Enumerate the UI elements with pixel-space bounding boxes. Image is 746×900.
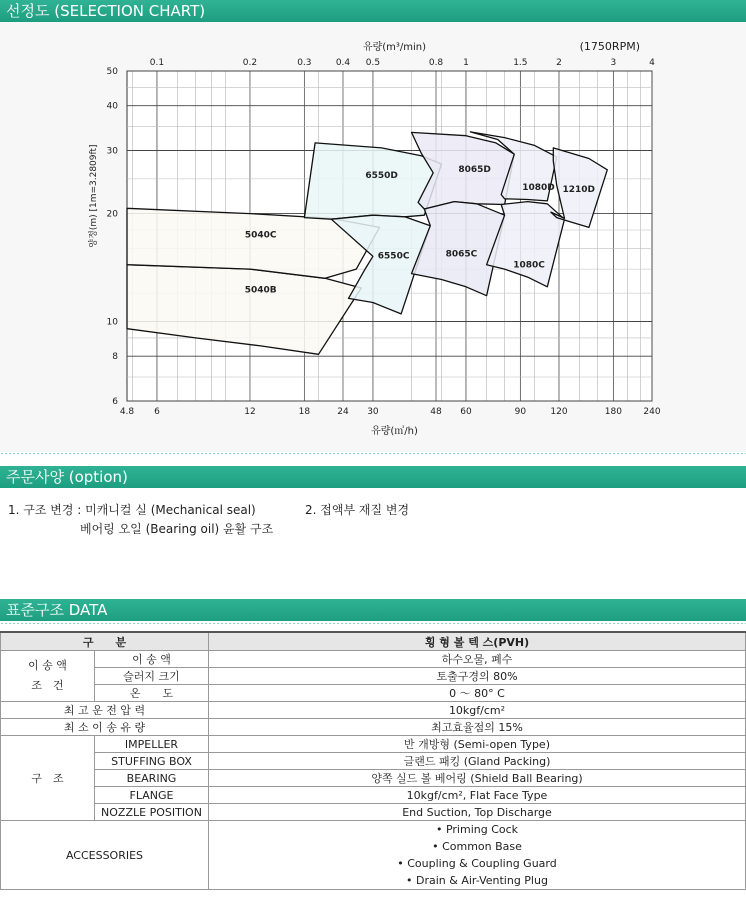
table-row [1,702,746,719]
x-top-tick-label: 3 [610,58,617,68]
region-label: 5040B [244,285,277,296]
group-liquid: 이 송 액 조 건 [1,651,95,702]
data-section-title: 표준구조 DATA [0,599,746,621]
accessories-list [209,821,746,890]
row-label: 최 고 운 전 압 력 [1,702,209,719]
row-value: End Suction, Top Discharge [209,804,746,821]
option-list [0,491,746,571]
row-label: STUFFING BOX [95,753,209,770]
row-label: 최 소 이 송 유 량 [1,719,209,736]
row-label: 이 송 액 [95,651,209,668]
list-item: • Drain & Air-Venting Plug [406,874,548,887]
x-top-tick-label: 2 [556,58,562,68]
row-label: ACCESSORIES [1,821,209,890]
region-label: 1080C [513,260,545,271]
list-item: • Common Base [432,840,522,853]
divider [0,622,746,625]
list-item: • Coupling & Coupling Guard [397,857,557,870]
table-row [1,804,746,821]
x-top-tick-label: 0.8 [428,58,444,68]
table-row [1,787,746,804]
x-tick-label: 12 [244,407,256,417]
row-label: NOZZLE POSITION [95,804,209,821]
x-tick-label: 120 [550,407,568,417]
table-row [1,821,746,890]
head-model: 횡 형 볼 텍 스(PVH) [209,632,746,651]
row-value: 10kgf/cm², Flat Face Type [209,787,746,804]
x-tick-label: 4.8 [119,407,135,417]
row-value: 토출구경의 80% [209,668,746,685]
x-tick-label: 18 [298,407,311,417]
region-label: 5040C [244,230,277,241]
x-tick-label: 90 [514,407,527,417]
region-label: 1210D [562,185,595,196]
x-tick-label: 240 [643,407,661,417]
y-tick-label: 8 [112,352,118,363]
table-row [1,770,746,787]
row-label: 온 도 [95,685,209,702]
table-row [1,719,746,736]
region-label: 6550D [365,171,398,182]
y-tick-label: 50 [106,67,118,77]
option-item-1: 1. 구조 변경 : 미캐니컬 실 (Mechanical seal) [8,503,256,517]
table-row [1,668,746,685]
divider [0,452,746,455]
y-tick-label: 30 [106,146,118,157]
x-top-tick-label: 1.5 [513,58,528,68]
y-axis-label: 양정(m) [1m=3.2809ft] [89,144,99,248]
option-section-title: 주문사양 (option) [0,466,746,488]
table-row [1,736,746,753]
x-top-axis-label: 유량(m³/min) [362,42,427,53]
x-tick-label: 48 [430,407,442,417]
selection-chart [0,22,746,452]
row-value: 반 개방형 (Semi-open Type) [209,736,746,753]
option-item-1b: 베어링 오일 (Bearing oil) 윤활 구조 [80,522,274,536]
x-tick-label: 6 [154,407,160,417]
row-label: 슬러지 크기 [95,668,209,685]
x-tick-label: 180 [604,407,622,417]
rpm-label: (1750RPM) [579,40,640,53]
row-label: FLANGE [95,787,209,804]
x-top-tick-label: 0.2 [242,58,258,68]
row-value: 0 ～ 80° C [209,685,746,702]
x-top-tick-label: 4 [649,58,655,68]
x-tick-label: 60 [460,407,472,417]
table-row [1,651,746,668]
region-label: 8065C [445,249,478,260]
x-tick-label: 30 [367,407,379,417]
row-value: 최고효율점의 15% [209,719,746,736]
spec-table [0,631,746,890]
row-value: 양쪽 실드 볼 베어링 (Shield Ball Bearing) [209,770,746,787]
chart-section-title: 선정도 (SELECTION CHART) [0,0,746,22]
y-tick-label: 20 [106,209,118,220]
group-structure: 구 조 [1,736,95,821]
option-item-2: 2. 접액부 재질 변경 [305,503,410,517]
list-item: • Priming Cock [435,823,519,836]
row-value: 글랜드 패킹 (Gland Packing) [209,753,746,770]
y-tick-label: 6 [112,397,118,407]
region-label: 1080D [522,183,555,194]
x-top-tick-label: 1 [463,58,469,68]
x-top-tick-label: 0.5 [365,58,381,68]
row-value: 하수오물, 폐수 [209,651,746,668]
head-category: 구 분 [1,632,209,651]
x-axis-label: 유량(㎥/h) [371,426,418,437]
region-label: 8065D [458,165,491,176]
x-top-tick-label: 0.3 [297,58,312,68]
row-label: IMPELLER [95,736,209,753]
row-label: BEARING [95,770,209,787]
table-row [1,632,746,651]
row-value: 10kgf/cm² [209,702,746,719]
x-top-tick-label: 0.4 [335,58,351,68]
region-label: 6550C [377,251,410,262]
x-top-tick-label: 0.1 [149,58,165,68]
table-row [1,685,746,702]
table-row [1,753,746,770]
y-tick-label: 10 [106,317,118,328]
y-tick-label: 40 [106,101,118,112]
x-tick-label: 24 [337,407,349,417]
selection-chart-panel [0,22,746,452]
